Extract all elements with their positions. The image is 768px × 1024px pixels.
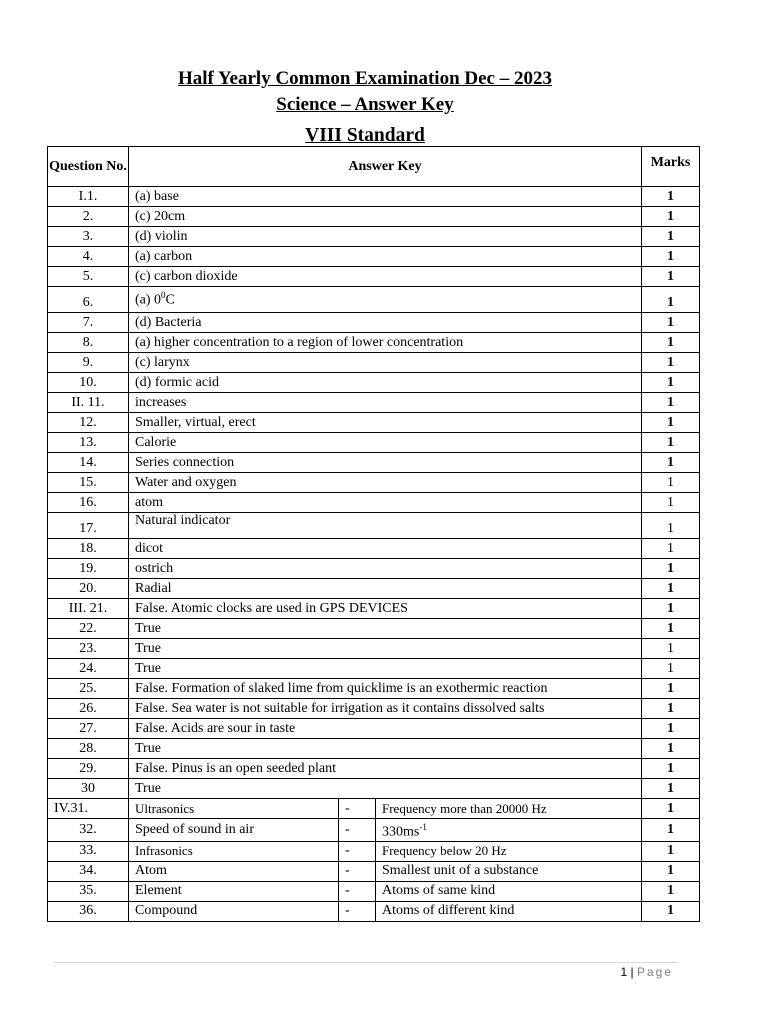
- question-number: 28.: [48, 739, 129, 759]
- answer-cell: (a) base: [129, 187, 642, 207]
- answer-cell: True: [129, 619, 642, 639]
- match-row: [48, 819, 700, 842]
- table-row: [48, 513, 700, 539]
- page-footer: [620, 965, 673, 979]
- question-number: 10.: [48, 373, 129, 393]
- marks-cell: 1: [642, 739, 700, 759]
- match-definition: Atoms of different kind: [376, 901, 642, 921]
- answer-superscript: 0: [161, 290, 166, 300]
- question-number: 34.: [48, 861, 129, 881]
- question-number: 35.: [48, 881, 129, 901]
- match-term: Element: [129, 881, 339, 901]
- marks-cell: 1: [642, 393, 700, 413]
- question-number: I.1.: [48, 187, 129, 207]
- marks-cell: 1: [642, 187, 700, 207]
- answer-cell: (c) carbon dioxide: [129, 267, 642, 287]
- table-row: [48, 413, 700, 433]
- match-dash: -: [339, 841, 376, 861]
- answer-cell: False. Pinus is an open seeded plant: [129, 759, 642, 779]
- table-row: [48, 739, 700, 759]
- table-row: [48, 313, 700, 333]
- question-number: 3.: [48, 227, 129, 247]
- header-answer-key: Answer Key: [129, 147, 642, 187]
- match-dash: -: [339, 799, 376, 819]
- marks-cell: 1: [642, 659, 700, 679]
- answer-cell: dicot: [129, 539, 642, 559]
- marks-cell: 1: [642, 493, 700, 513]
- table-row: [48, 579, 700, 599]
- table-row: [48, 187, 700, 207]
- answer-cell: False. Sea water is not suitable for irrigation as it contains dissolved salts: [129, 699, 642, 719]
- marks-cell: 1: [642, 719, 700, 739]
- question-number: 33.: [48, 841, 129, 861]
- table-row: [48, 333, 700, 353]
- question-number: 5.: [48, 267, 129, 287]
- answer-cell: True: [129, 779, 642, 799]
- answer-cell: True: [129, 639, 642, 659]
- match-row: [48, 881, 700, 901]
- answer-cell: False. Formation of slaked lime from quicklime is an exothermic reaction: [129, 679, 642, 699]
- table-row: [48, 619, 700, 639]
- answer-cell: True: [129, 739, 642, 759]
- table-row: [48, 699, 700, 719]
- answer-cell: (a) carbon: [129, 247, 642, 267]
- marks-cell: 1: [642, 267, 700, 287]
- marks-cell: 1: [642, 599, 700, 619]
- question-number: 23.: [48, 639, 129, 659]
- table-row: [48, 719, 700, 739]
- answer-text: (a) 0: [135, 292, 162, 308]
- question-number: 24.: [48, 659, 129, 679]
- question-number: 17.: [48, 513, 129, 539]
- table-row: [48, 247, 700, 267]
- table-row: [48, 207, 700, 227]
- marks-cell: 1: [642, 227, 700, 247]
- marks-cell: 1: [642, 619, 700, 639]
- marks-cell: 1: [642, 473, 700, 493]
- marks-cell: 1: [642, 287, 700, 313]
- match-term: Speed of sound in air: [129, 819, 339, 842]
- marks-cell: 1: [642, 901, 700, 921]
- answer-cell: (d) Bacteria: [129, 313, 642, 333]
- match-dash: -: [339, 861, 376, 881]
- question-number: 27.: [48, 719, 129, 739]
- match-definition: Frequency below 20 Hz: [376, 841, 642, 861]
- marks-cell: 1: [642, 433, 700, 453]
- page-separator: |: [630, 965, 634, 979]
- marks-cell: 1: [642, 207, 700, 227]
- answer-cell: (d) formic acid: [129, 373, 642, 393]
- answer-cell: False. Atomic clocks are used in GPS DEVICES: [129, 599, 642, 619]
- answer-cell: Radial: [129, 579, 642, 599]
- answer-cell: False. Acids are sour in taste: [129, 719, 642, 739]
- marks-cell: 1: [642, 333, 700, 353]
- question-number: 8.: [48, 333, 129, 353]
- marks-cell: 1: [642, 881, 700, 901]
- question-number: 18.: [48, 539, 129, 559]
- table-row: [48, 759, 700, 779]
- answer-cell: (d) violin: [129, 227, 642, 247]
- question-number: 26.: [48, 699, 129, 719]
- marks-cell: 1: [642, 313, 700, 333]
- match-dash: -: [339, 819, 376, 842]
- question-number: 16.: [48, 493, 129, 513]
- answer-cell: (a) higher concentration to a region of lower concentration: [129, 333, 642, 353]
- marks-cell: 1: [642, 841, 700, 861]
- answer-key-table: [47, 146, 700, 922]
- table-row: [48, 393, 700, 413]
- marks-cell: 1: [642, 779, 700, 799]
- table-row: [48, 287, 700, 313]
- question-number: 29.: [48, 759, 129, 779]
- marks-cell: 1: [642, 819, 700, 842]
- match-term: Infrasonics: [129, 841, 339, 861]
- marks-cell: 1: [642, 539, 700, 559]
- question-number: IV.31.: [48, 799, 129, 819]
- exam-title: Half Yearly Common Examination Dec – 2023: [178, 68, 552, 89]
- marks-cell: 1: [642, 353, 700, 373]
- table-row: [48, 227, 700, 247]
- table-row: [48, 353, 700, 373]
- question-number: 2.: [48, 207, 129, 227]
- subject-title: Science – Answer Key: [276, 94, 454, 115]
- table-row: [48, 373, 700, 393]
- marks-cell: 1: [642, 559, 700, 579]
- marks-cell: 1: [642, 247, 700, 267]
- table-row: [48, 599, 700, 619]
- answer-unit: C: [165, 292, 175, 308]
- question-number: 25.: [48, 679, 129, 699]
- question-number: 15.: [48, 473, 129, 493]
- table-row: [48, 433, 700, 453]
- question-number: 13.: [48, 433, 129, 453]
- match-definition: Frequency more than 20000 Hz: [376, 799, 642, 819]
- table-row: [48, 679, 700, 699]
- table-row: [48, 453, 700, 473]
- table-row: [48, 267, 700, 287]
- question-number: 30: [48, 779, 129, 799]
- question-number: 22.: [48, 619, 129, 639]
- marks-cell: 1: [642, 679, 700, 699]
- answer-cell: Smaller, virtual, erect: [129, 413, 642, 433]
- match-dash: -: [339, 901, 376, 921]
- answer-rows: [48, 187, 700, 922]
- marks-cell: 1: [642, 759, 700, 779]
- question-number: 4.: [48, 247, 129, 267]
- answer-cell: [129, 287, 642, 313]
- match-row: [48, 861, 700, 881]
- question-number: 12.: [48, 413, 129, 433]
- question-number: 6.: [48, 287, 129, 313]
- match-dash: -: [339, 881, 376, 901]
- header-question-no: Question No.: [48, 147, 129, 187]
- marks-cell: 1: [642, 699, 700, 719]
- question-number: II. 11.: [48, 393, 129, 413]
- marks-cell: 1: [642, 373, 700, 393]
- answer-cell: True: [129, 659, 642, 679]
- table-row: [48, 659, 700, 679]
- match-term: Compound: [129, 901, 339, 921]
- question-number: 14.: [48, 453, 129, 473]
- question-number: 7.: [48, 313, 129, 333]
- match-row: [48, 901, 700, 921]
- marks-cell: 1: [642, 639, 700, 659]
- marks-cell: 1: [642, 513, 700, 539]
- question-number: 32.: [48, 819, 129, 842]
- marks-cell: 1: [642, 413, 700, 433]
- table-row: [48, 539, 700, 559]
- match-definition-superscript: -1: [419, 822, 427, 832]
- match-term: Atom: [129, 861, 339, 881]
- standard-title: VIII Standard: [305, 125, 425, 146]
- question-number: 9.: [48, 353, 129, 373]
- answer-cell: (c) larynx: [129, 353, 642, 373]
- page-number: 1: [620, 965, 628, 979]
- match-definition-text: 330ms: [382, 824, 420, 840]
- marks-cell: 1: [642, 861, 700, 881]
- marks-cell: 1: [642, 799, 700, 819]
- table-row: [48, 779, 700, 799]
- match-definition: [376, 819, 642, 842]
- question-number: 20.: [48, 579, 129, 599]
- header-marks: Marks: [642, 147, 700, 187]
- table-row: [48, 559, 700, 579]
- answer-cell: (c) 20cm: [129, 207, 642, 227]
- answer-cell: Series connection: [129, 453, 642, 473]
- match-row: [48, 841, 700, 861]
- answer-cell: Calorie: [129, 433, 642, 453]
- table-row: [48, 639, 700, 659]
- answer-cell: Natural indicator: [129, 513, 642, 539]
- document-header: [0, 66, 730, 149]
- footer-divider: [54, 962, 678, 963]
- match-definition: Smallest unit of a substance: [376, 861, 642, 881]
- answer-cell: increases: [129, 393, 642, 413]
- question-number: 36.: [48, 901, 129, 921]
- answer-cell: ostrich: [129, 559, 642, 579]
- match-definition: Atoms of same kind: [376, 881, 642, 901]
- table-row: [48, 473, 700, 493]
- marks-cell: 1: [642, 453, 700, 473]
- page-label: Page: [636, 965, 673, 979]
- match-row: [48, 799, 700, 819]
- question-number: 19.: [48, 559, 129, 579]
- answer-cell: Water and oxygen: [129, 473, 642, 493]
- question-number: III. 21.: [48, 599, 129, 619]
- marks-cell: 1: [642, 579, 700, 599]
- match-term: Ultrasonics: [129, 799, 339, 819]
- answer-cell: atom: [129, 493, 642, 513]
- table-row: [48, 493, 700, 513]
